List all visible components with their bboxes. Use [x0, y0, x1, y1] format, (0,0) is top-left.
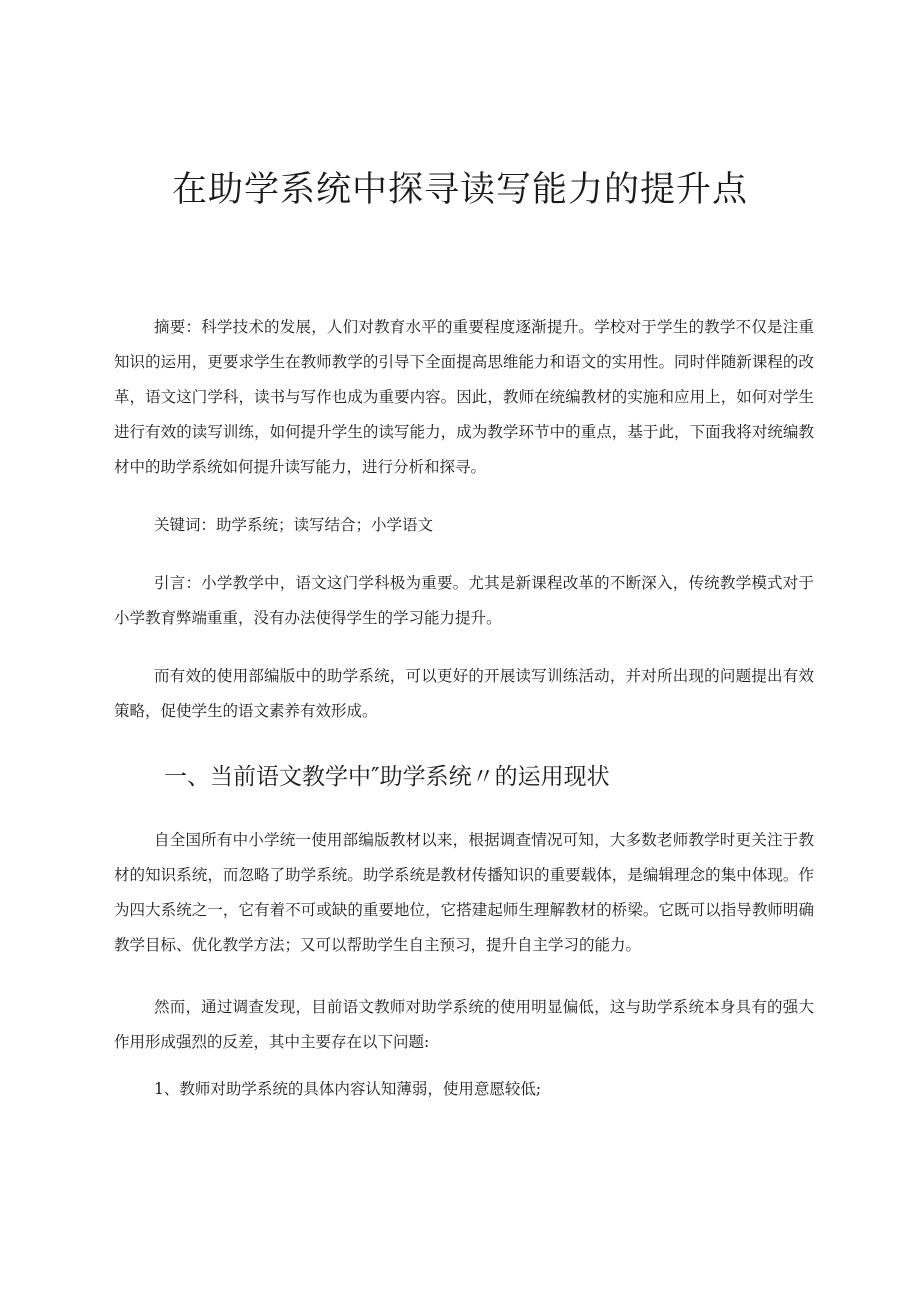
keywords-paragraph: 关键词：助学系统；读写结合；小学语文	[154, 516, 434, 534]
section1-paragraph-1: 自全国所有中小学统一使用部编版教材以来，根据调查情况可知，大多数老师教学时更关注于教材的知识系统，而忽略了助学系统。助学系统是教材传播知识的重要载体，是编辑理念的集中体现。作为四大系统之一，它有着不可或缺的重要地位，它搭建起师生理解教材的桥梁。它既可以指导教师明确教学目标、优化教学方法；又可以帮助学生自主预习，提升自主学习的能力。	[114, 831, 814, 954]
section-heading-1: 一、当前语文教学中″助学系统〃的运用现状	[164, 764, 610, 790]
section1-paragraph-2: 然而，通过调查发现，目前语文教师对助学系统的使用明显偏低，这与助学系统本身具有的强大作用形成强烈的反差，其中主要存在以下问题:	[114, 998, 814, 1051]
intro-paragraph: 引言：小学教学中，语文这门学科极为重要。尤其是新课程改革的不断深入，传统教学模式对于小学教育弊端重重，没有办法使得学生的学习能力提升。	[114, 574, 814, 627]
abstract-paragraph: 摘要：科学技术的发展，人们对教育水平的重要程度逐渐提升。学校对于学生的教学不仅是注重知识的运用，更要求学生在教师教学的引导下全面提高思维能力和语文的实用性。同时伴随新课程的改革，语文这门学科，读书与写作也成为重要内容。因此，教师在统编教材的实施和应用上，如何对学生进行有效的读写训练，如何提升学生的读写能力，成为教学环节中的重点，基于此，下面我将对统编教材中的助学系统如何提升读写能力，进行分析和探寻。	[114, 318, 814, 476]
document-title: 在助学系统中探寻读写能力的提升点	[171, 170, 748, 210]
intro-paragraph-2: 而有效的使用部编版中的助学系统，可以更好的开展读写训练活动，并对所出现的问题提出有效策略，促使学生的语文素养有效形成。	[114, 667, 814, 720]
list-item-1: 1、教师对助学系统的具体内容认知薄弱，使用意愿较低;	[154, 1080, 542, 1098]
